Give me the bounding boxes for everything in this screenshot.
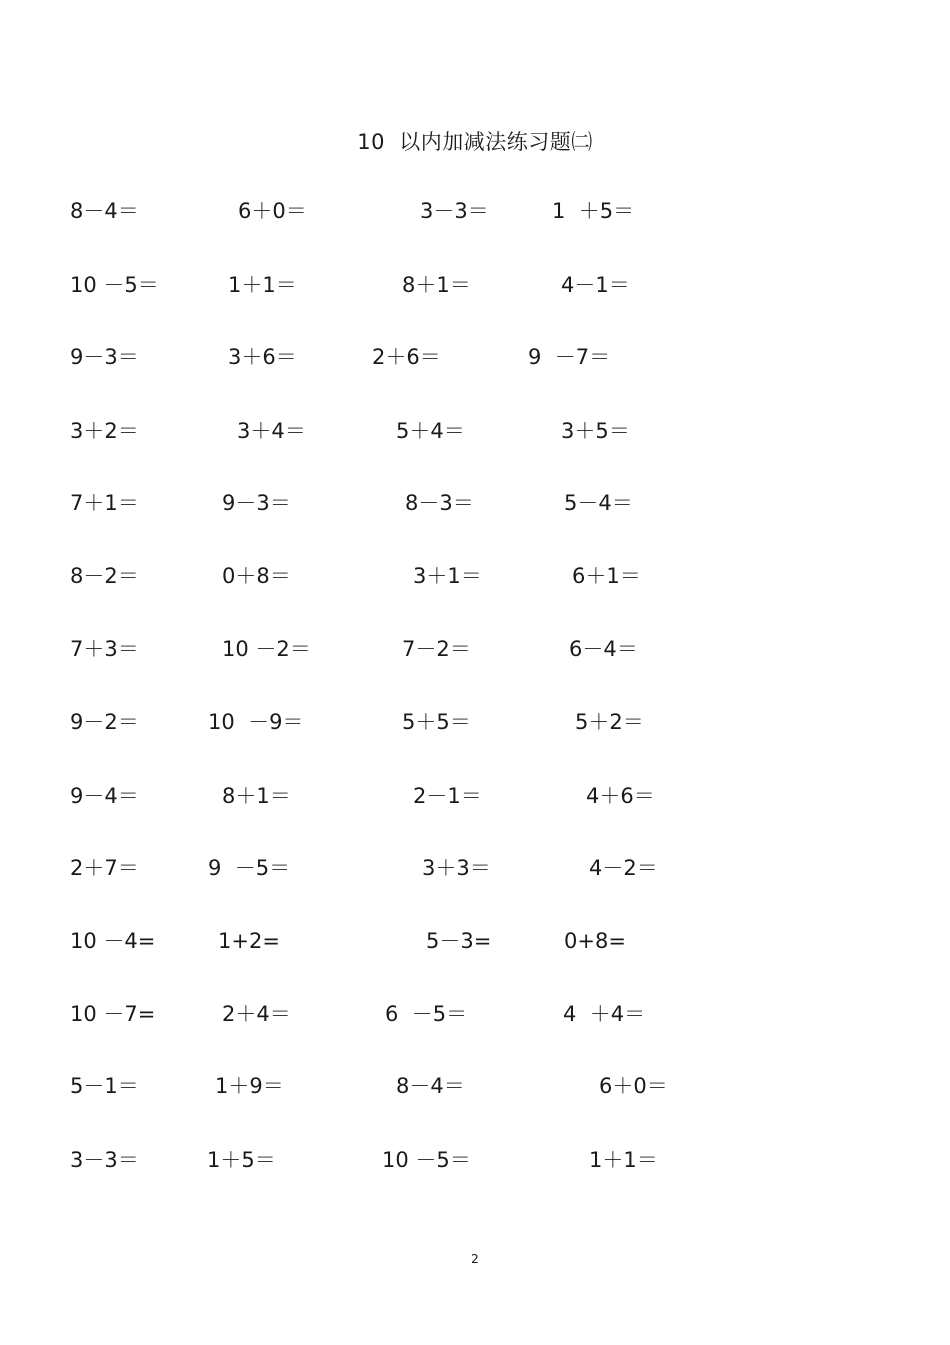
- arithmetic-problem: 4－2＝: [589, 856, 658, 880]
- arithmetic-problem: 3＋1＝: [413, 564, 482, 588]
- arithmetic-problem: 4 ＋4＝: [563, 1002, 646, 1026]
- problem-row: [0, 488, 950, 518]
- arithmetic-problem: 8－4＝: [396, 1074, 465, 1098]
- problem-row: [0, 634, 950, 664]
- problem-row: [0, 999, 950, 1029]
- arithmetic-problem: 1＋1＝: [589, 1148, 658, 1172]
- arithmetic-problem: 10 －4=: [70, 929, 156, 953]
- arithmetic-problem: 7＋3＝: [70, 637, 139, 661]
- arithmetic-problem: 3－3＝: [70, 1148, 139, 1172]
- arithmetic-problem: 5－1＝: [70, 1074, 139, 1098]
- arithmetic-problem: 4＋6＝: [586, 784, 655, 808]
- arithmetic-problem: 2＋6＝: [372, 345, 441, 369]
- arithmetic-problem: 9 －7＝: [528, 345, 611, 369]
- arithmetic-problem: 6 －5＝: [385, 1002, 468, 1026]
- page-title: 10 以内加减法练习题㈡: [357, 130, 593, 154]
- arithmetic-problem: 8－3＝: [405, 491, 474, 515]
- arithmetic-problem: 6－4＝: [569, 637, 638, 661]
- arithmetic-problem: 9 －5＝: [208, 856, 291, 880]
- arithmetic-problem: 10 －5＝: [70, 273, 159, 297]
- arithmetic-problem: 10 －9＝: [208, 710, 304, 734]
- arithmetic-problem: 9－3＝: [70, 345, 139, 369]
- arithmetic-problem: 0+8=: [564, 929, 626, 953]
- arithmetic-problem: 2－1＝: [413, 784, 482, 808]
- problem-row: [0, 781, 950, 811]
- arithmetic-problem: 7－2＝: [402, 637, 471, 661]
- problem-row: [0, 270, 950, 300]
- arithmetic-problem: 10 －7=: [70, 1002, 156, 1026]
- arithmetic-problem: 7＋1＝: [70, 491, 139, 515]
- arithmetic-problem: 4－1＝: [561, 273, 630, 297]
- arithmetic-problem: 1＋9＝: [215, 1074, 284, 1098]
- arithmetic-problem: 0＋8＝: [222, 564, 291, 588]
- arithmetic-problem: 6＋0＝: [238, 199, 307, 223]
- arithmetic-problem: 2＋7＝: [70, 856, 139, 880]
- problem-row: [0, 416, 950, 446]
- arithmetic-problem: 10 －5＝: [382, 1148, 471, 1172]
- arithmetic-problem: 3＋6＝: [228, 345, 297, 369]
- arithmetic-problem: 5－3=: [426, 929, 492, 953]
- problem-row: [0, 1145, 950, 1175]
- problem-row: [0, 196, 950, 226]
- arithmetic-problem: 5＋2＝: [575, 710, 644, 734]
- problem-row: [0, 853, 950, 883]
- arithmetic-problem: 9－3＝: [222, 491, 291, 515]
- arithmetic-problem: 6＋0＝: [599, 1074, 668, 1098]
- arithmetic-problem: 1＋1＝: [228, 273, 297, 297]
- arithmetic-problem: 8－2＝: [70, 564, 139, 588]
- arithmetic-problem: 9－4＝: [70, 784, 139, 808]
- arithmetic-problem: 3＋3＝: [422, 856, 491, 880]
- arithmetic-problem: 1＋5＝: [207, 1148, 276, 1172]
- arithmetic-problem: 10 －2＝: [222, 637, 311, 661]
- arithmetic-problem: 1+2=: [218, 929, 280, 953]
- problem-row: [0, 926, 950, 956]
- arithmetic-problem: 3－3＝: [420, 199, 489, 223]
- arithmetic-problem: 9－2＝: [70, 710, 139, 734]
- arithmetic-problem: 5＋5＝: [402, 710, 471, 734]
- page-number: 2: [471, 1252, 479, 1266]
- arithmetic-problem: 3＋2＝: [70, 419, 139, 443]
- arithmetic-problem: 6＋1＝: [572, 564, 641, 588]
- problem-row: [0, 707, 950, 737]
- arithmetic-problem: 3＋4＝: [237, 419, 306, 443]
- problem-row: [0, 342, 950, 372]
- arithmetic-problem: 5－4＝: [564, 491, 633, 515]
- problem-row: [0, 561, 950, 591]
- arithmetic-problem: 5＋4＝: [396, 419, 465, 443]
- arithmetic-problem: 8＋1＝: [402, 273, 471, 297]
- arithmetic-problem: 3＋5＝: [561, 419, 630, 443]
- arithmetic-problem: 1 ＋5＝: [552, 199, 635, 223]
- arithmetic-problem: 2＋4＝: [222, 1002, 291, 1026]
- arithmetic-problem: 8－4＝: [70, 199, 139, 223]
- problem-row: [0, 1071, 950, 1101]
- arithmetic-problem: 8＋1＝: [222, 784, 291, 808]
